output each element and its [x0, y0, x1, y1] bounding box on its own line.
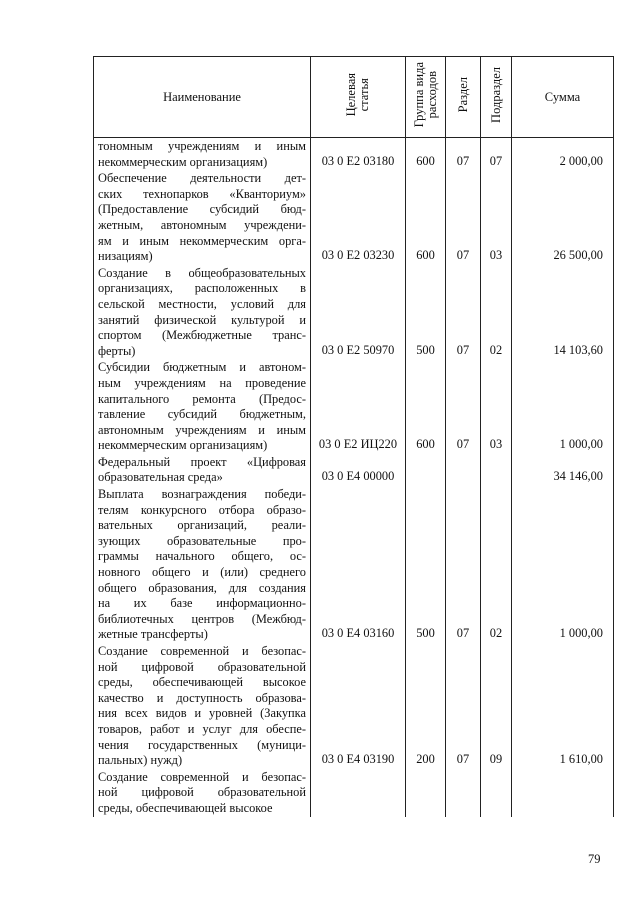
table-header-row	[94, 57, 614, 138]
row-target-code: 03 0 Е4 00000	[311, 454, 406, 486]
row-subsection: 03	[481, 170, 512, 265]
table-row	[94, 359, 614, 454]
row-name-line: товаров, работ и услуг для обеспе-	[98, 721, 306, 736]
row-name-line: образовательная среда»	[98, 470, 223, 485]
row-sum: 1 610,00	[512, 643, 614, 769]
row-expense-group: 200	[406, 643, 446, 769]
row-name-line: организациях, расположенных в	[98, 281, 306, 296]
row-subsection	[481, 769, 512, 817]
row-section: 07	[446, 359, 481, 454]
row-section	[446, 454, 481, 486]
header-subsection: Подраздел	[481, 57, 512, 138]
row-name-line: (Предоставление субсидий бюд-	[98, 202, 306, 217]
row-section: 07	[446, 265, 481, 360]
row-name-line: новного общего и (или) среднего	[98, 565, 306, 580]
row-sum	[512, 769, 614, 817]
row-name-line: среды, обеспечивающей высокое	[98, 675, 306, 690]
row-name-line: ферты)	[98, 343, 136, 358]
row-section: 07	[446, 138, 481, 171]
row-name	[94, 138, 311, 171]
row-expense-group: 600	[406, 138, 446, 171]
row-name-line: на их базе информационно-	[98, 596, 306, 611]
header-section: Раздел	[446, 57, 481, 138]
row-name-line: жетным, автономным учреждени-	[98, 217, 306, 232]
table-row	[94, 486, 614, 643]
row-name-line: тавление субсидий бюджетным,	[98, 407, 306, 422]
row-name-line: Субсидии бюджетным и автоном-	[98, 360, 306, 375]
row-expense-group	[406, 769, 446, 817]
table-row	[94, 643, 614, 769]
header-target: Целевая статья	[311, 57, 406, 138]
row-sum: 34 146,00	[512, 454, 614, 486]
row-target-code: 03 0 Е2 03230	[311, 170, 406, 265]
row-name-line: некоммерческим организациям)	[98, 438, 268, 453]
row-expense-group: 500	[406, 486, 446, 643]
row-sum: 2 000,00	[512, 138, 614, 171]
row-name-line: Выплата вознаграждения победи-	[98, 487, 306, 502]
row-section: 07	[446, 643, 481, 769]
row-name-line: низациям)	[98, 249, 153, 264]
row-target-code: 03 0 Е4 03160	[311, 486, 406, 643]
row-name	[94, 769, 311, 817]
row-name	[94, 643, 311, 769]
row-name-line: тономным учреждениям и иным	[98, 139, 306, 153]
row-section: 07	[446, 486, 481, 643]
row-name-line: Обеспечение деятельности дет-	[98, 171, 306, 186]
row-subsection: 02	[481, 486, 512, 643]
row-name-line: Создание в общеобразовательных	[98, 265, 306, 280]
row-name-line: зующих образовательные про-	[98, 533, 306, 548]
row-sum: 14 103,60	[512, 265, 614, 360]
row-name-line: капитального ремонта (Предос-	[98, 391, 306, 406]
row-subsection: 09	[481, 643, 512, 769]
table-row	[94, 170, 614, 265]
row-name-line: вательных организаций, реали-	[98, 518, 306, 533]
budget-table-container	[93, 56, 613, 817]
row-expense-group	[406, 454, 446, 486]
row-target-code: 03 0 Е4 03190	[311, 643, 406, 769]
row-name	[94, 265, 311, 360]
row-name-line: качество и доступность образова-	[98, 690, 306, 705]
row-name-line: ям и иным некоммерческим орга-	[98, 233, 306, 248]
row-name-line: граммы начального общего, ос-	[98, 549, 306, 564]
row-sum: 1 000,00	[512, 359, 614, 454]
page-number: 79	[588, 852, 601, 866]
row-name-line: ной цифровой образовательной	[98, 785, 306, 800]
table-row	[94, 265, 614, 360]
row-name-line: некоммерческим организациям)	[98, 154, 268, 169]
table-row	[94, 138, 614, 171]
table-row	[94, 454, 614, 486]
row-name-line: ным учреждениям на проведение	[98, 375, 306, 390]
row-name-line: Создание современной и безопас-	[98, 769, 306, 784]
row-expense-group: 500	[406, 265, 446, 360]
row-expense-group: 600	[406, 359, 446, 454]
row-name-line: общего образования, для создания	[98, 580, 306, 595]
row-target-code: 03 0 Е2 03180	[311, 138, 406, 171]
row-name-line: автономным учреждениям и иным	[98, 422, 306, 437]
row-name-line: Федеральный проект «Цифровая	[98, 454, 306, 469]
row-name-line: жетные трансферты)	[98, 627, 208, 642]
row-target-code: 03 0 Е2 50970	[311, 265, 406, 360]
row-name-line: ния всех видов и уровней (Закупка	[98, 706, 306, 721]
row-name-line: пальных) нужд)	[98, 753, 183, 768]
row-name-line: среды, обеспечивающей высокое	[98, 800, 273, 815]
row-name-line: чения государственных (муници-	[98, 737, 306, 752]
header-group: Группа вида расходов	[406, 57, 446, 138]
row-subsection: 07	[481, 138, 512, 171]
row-target-code	[311, 769, 406, 817]
row-name	[94, 486, 311, 643]
row-name-line: ной цифровой образовательной	[98, 659, 306, 674]
row-subsection	[481, 454, 512, 486]
header-name: Наименование	[94, 57, 311, 138]
row-name	[94, 454, 311, 486]
row-expense-group: 600	[406, 170, 446, 265]
row-section	[446, 769, 481, 817]
row-subsection: 03	[481, 359, 512, 454]
row-name	[94, 170, 311, 265]
row-subsection: 02	[481, 265, 512, 360]
row-name-line: спортом (Межбюджетные транс-	[98, 328, 306, 343]
row-section: 07	[446, 170, 481, 265]
row-sum: 1 000,00	[512, 486, 614, 643]
row-name-line: ских технопарков «Кванториум»	[98, 186, 306, 201]
row-name-line: занятий физической культурой и	[98, 312, 306, 327]
row-name-line: Создание современной и безопас-	[98, 644, 306, 658]
row-name-line: сельской местности, условий для	[98, 296, 306, 311]
row-name-line: телям конкурсного отбора образо-	[98, 502, 306, 517]
row-target-code: 03 0 Е2 ИЦ220	[311, 359, 406, 454]
row-name-line: библиотечных центров (Межбюд-	[98, 611, 306, 626]
table-row	[94, 769, 614, 817]
header-sum: Сумма	[512, 57, 614, 138]
row-name	[94, 359, 311, 454]
row-sum: 26 500,00	[512, 170, 614, 265]
budget-table	[93, 56, 614, 817]
